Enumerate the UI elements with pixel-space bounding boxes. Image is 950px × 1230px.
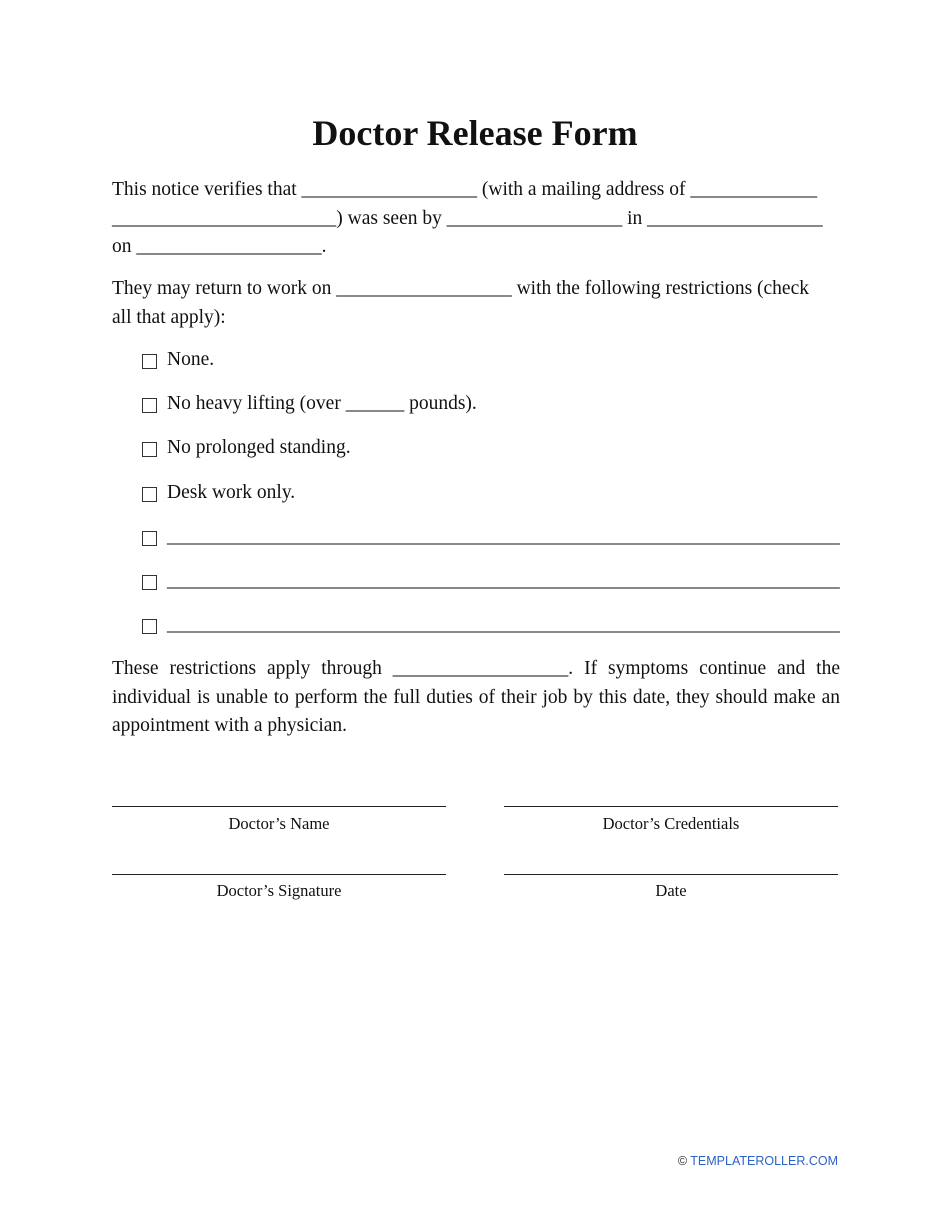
footer-copyright [678,1154,838,1168]
restriction-prolonged-standing [142,434,840,478]
doctor-credentials-line[interactable] [504,806,838,807]
restriction-blank-1 [142,523,840,567]
restriction-label: No heavy lifting (over ______ pounds). [167,393,477,415]
form-title: Doctor Release Form [312,113,638,153]
checkbox[interactable] [142,619,157,634]
doctor-name-line[interactable] [112,806,446,807]
doctor-credentials-label: Doctor’s Credentials [602,814,740,833]
restriction-blank-3 [142,611,840,655]
doctor-name-label: Doctor’s Name [228,814,330,833]
restrictions-duration-paragraph: These restrictions apply through __________________. If symptoms continue and the individual is unable to perform the full duties of their job by this date, they should make an appointment with a physician. [112,658,840,736]
checkbox[interactable] [142,575,157,590]
date-label: Date [655,881,687,900]
restriction-heavy-lifting [142,390,840,434]
restriction-blank-line[interactable]: _____________________________________________________________________ [167,525,840,547]
checkbox[interactable] [142,398,157,413]
doctor-signature-label: Doctor’s Signature [216,881,342,900]
copyright-icon: © [677,1154,688,1168]
restriction-none [142,346,840,390]
checkbox[interactable] [142,442,157,457]
return-line-2: all that apply): [112,306,226,328]
restriction-blank-line[interactable]: _____________________________________________________________________ [167,569,840,591]
restriction-label: No prolonged standing. [167,437,351,459]
verification-line-1: This notice verifies that __________________ (with a mailing address of _____________ [112,179,818,200]
restriction-desk-work [142,479,840,523]
templateroller-link[interactable]: TEMPLATEROLLER.COM [690,1154,838,1168]
verification-line-2: _______________________) was seen by __________________ in __________________ [112,207,823,229]
return-line-1: They may return to work on __________________ with the following restrictions (check [112,278,809,299]
checkbox[interactable] [142,354,157,369]
verification-paragraph [112,176,840,262]
restriction-blank-line[interactable]: _____________________________________________________________________ [167,614,840,636]
date-line[interactable] [504,874,838,875]
checkbox[interactable] [142,487,157,502]
restrictions-checklist [142,346,840,655]
doctor-signature-line[interactable] [112,874,446,875]
verification-line-3: on ___________________. [112,236,327,257]
restriction-label: Desk work only. [167,481,296,503]
restriction-label: None. [167,349,215,370]
return-to-work-paragraph [112,275,840,332]
checkbox[interactable] [142,531,157,546]
restriction-blank-2 [142,567,840,611]
